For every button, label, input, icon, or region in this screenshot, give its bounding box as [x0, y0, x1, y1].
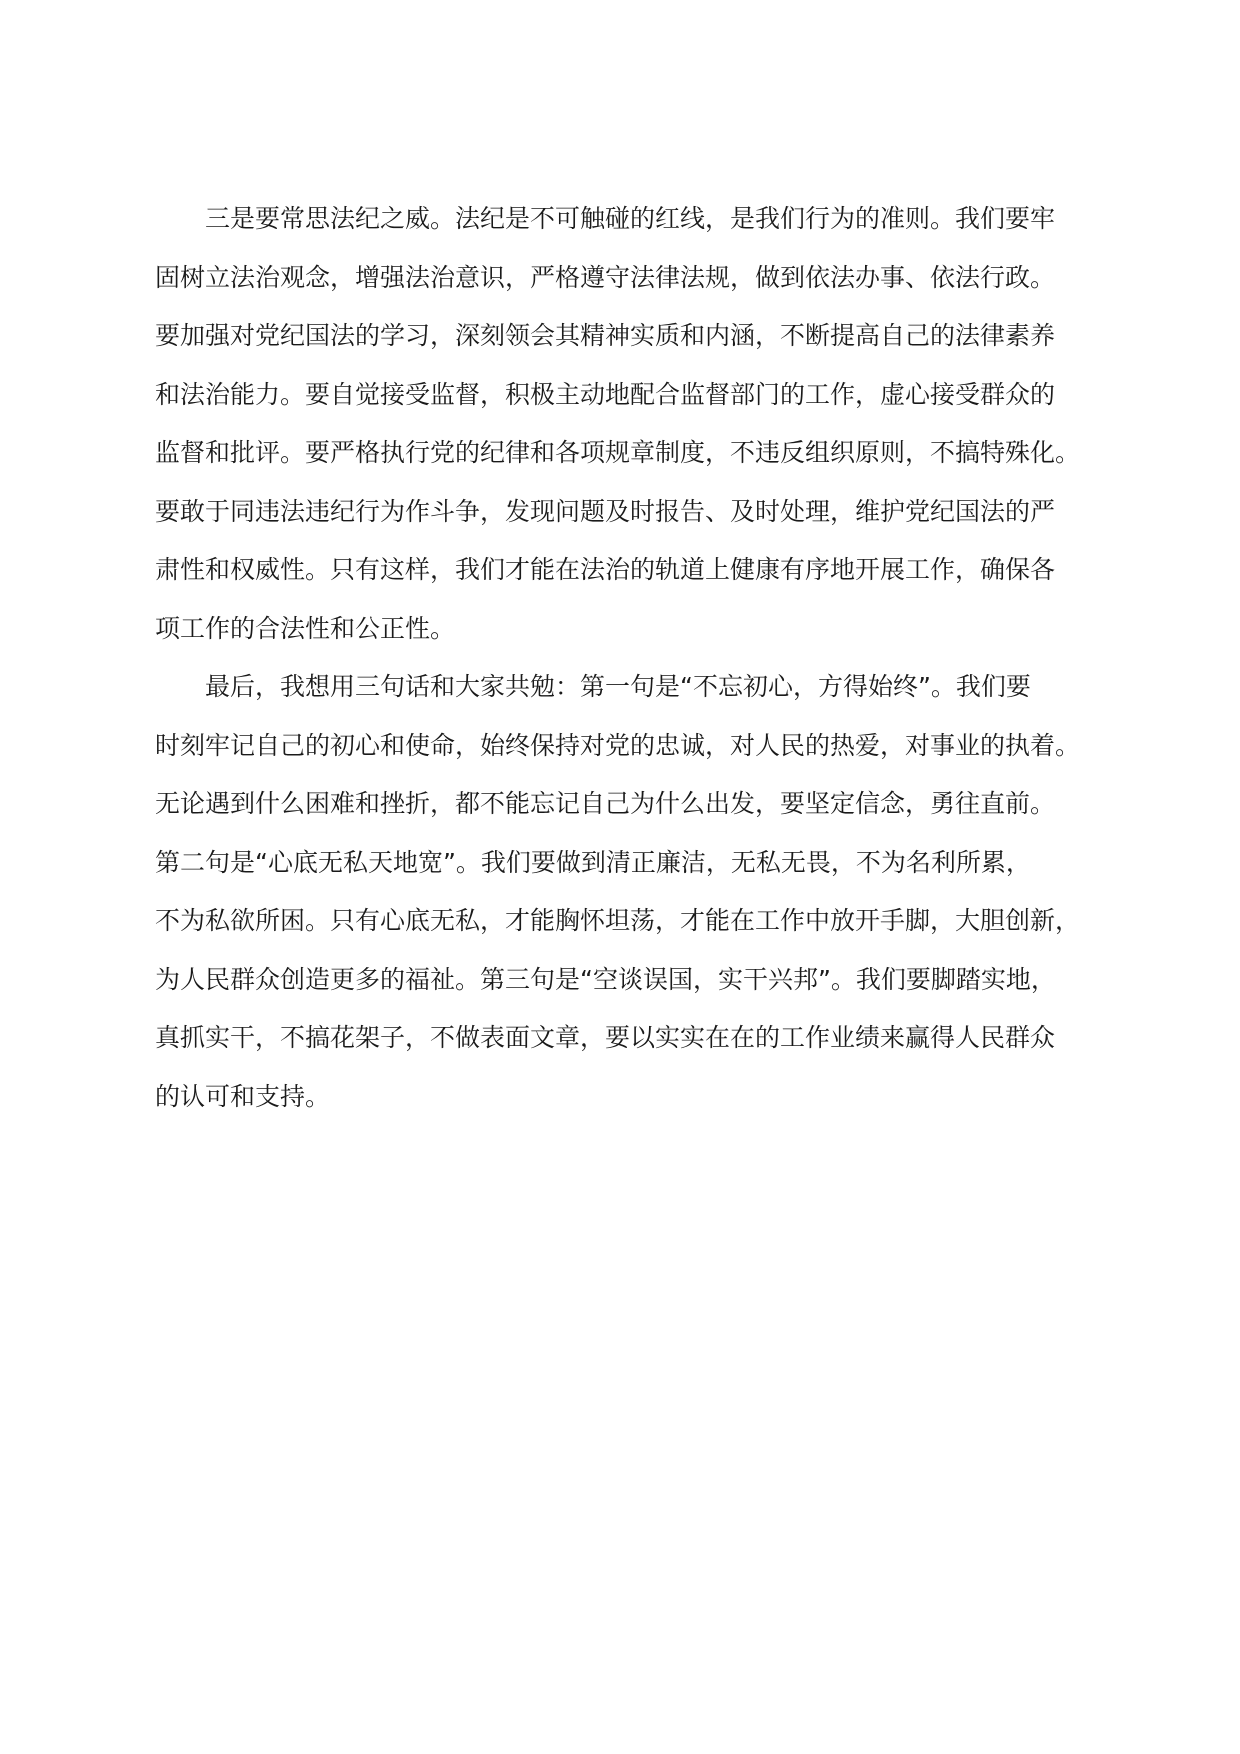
paragraph-line: 第二句是“心底无私天地宽”。我们要做到清正廉洁，无私无畏，不为名利所累，	[155, 847, 1031, 877]
paragraph-line: 时刻牢记自己的初心和使命，始终保持对党的忠诚，对人民的热爱，对事业的执着。	[155, 730, 1081, 760]
paragraph-line: 要敢于同违法违纪行为作斗争，发现问题及时报告、及时处理，维护党纪国法的严	[155, 496, 1056, 526]
paragraph-line: 肃性和权威性。只有这样，我们才能在法治的轨道上健康有序地开展工作，确保各	[155, 555, 1056, 584]
paragraph-line: 要加强对党纪国法的学习，深刻领会其精神实质和内涵，不断提高自己的法律素养	[155, 321, 1056, 350]
paragraph-line: 的认可和支持。	[155, 1081, 331, 1111]
paragraph-line: 真抓实干，不搞花架子，不做表面文章，要以实实在在的工作业绩来赢得人民群众	[155, 1023, 1056, 1052]
paragraph-line: 无论遇到什么困难和挫折，都不能忘记自己为什么出发，要坚定信念，勇往直前。	[155, 789, 1056, 818]
paragraph-line: 不为私欲所困。只有心底无私，才能胸怀坦荡，才能在工作中放开手脚，大胆创新，	[155, 906, 1081, 935]
paragraph-line: 三是要常思法纪之威。法纪是不可触碰的红线，是我们行为的准则。我们要牢	[205, 204, 1056, 233]
paragraph-line: 项工作的合法性和公正性。	[155, 613, 456, 643]
paragraph-2	[155, 658, 1081, 1126]
paragraph-line: 固树立法治观念，增强法治意识，严格遵守法律法规，做到依法办事、依法行政。	[155, 262, 1056, 292]
paragraph-line: 和法治能力。要自觉接受监督，积极主动地配合监督部门的工作，虚心接受群众的	[155, 379, 1056, 409]
paragraph-line: 为人民群众创造更多的福祉。第三句是“空谈误国，实干兴邦”。我们要脚踏实地，	[155, 964, 1056, 994]
paragraph-1	[155, 190, 1081, 658]
paragraph-line: 监督和批评。要严格执行党的纪律和各项规章制度，不违反组织原则，不搞特殊化。	[155, 438, 1081, 467]
document-body	[155, 190, 1081, 1126]
paragraph-line: 最后，我想用三句话和大家共勉：第一句是“不忘初心，方得始终”。我们要	[205, 672, 1031, 701]
